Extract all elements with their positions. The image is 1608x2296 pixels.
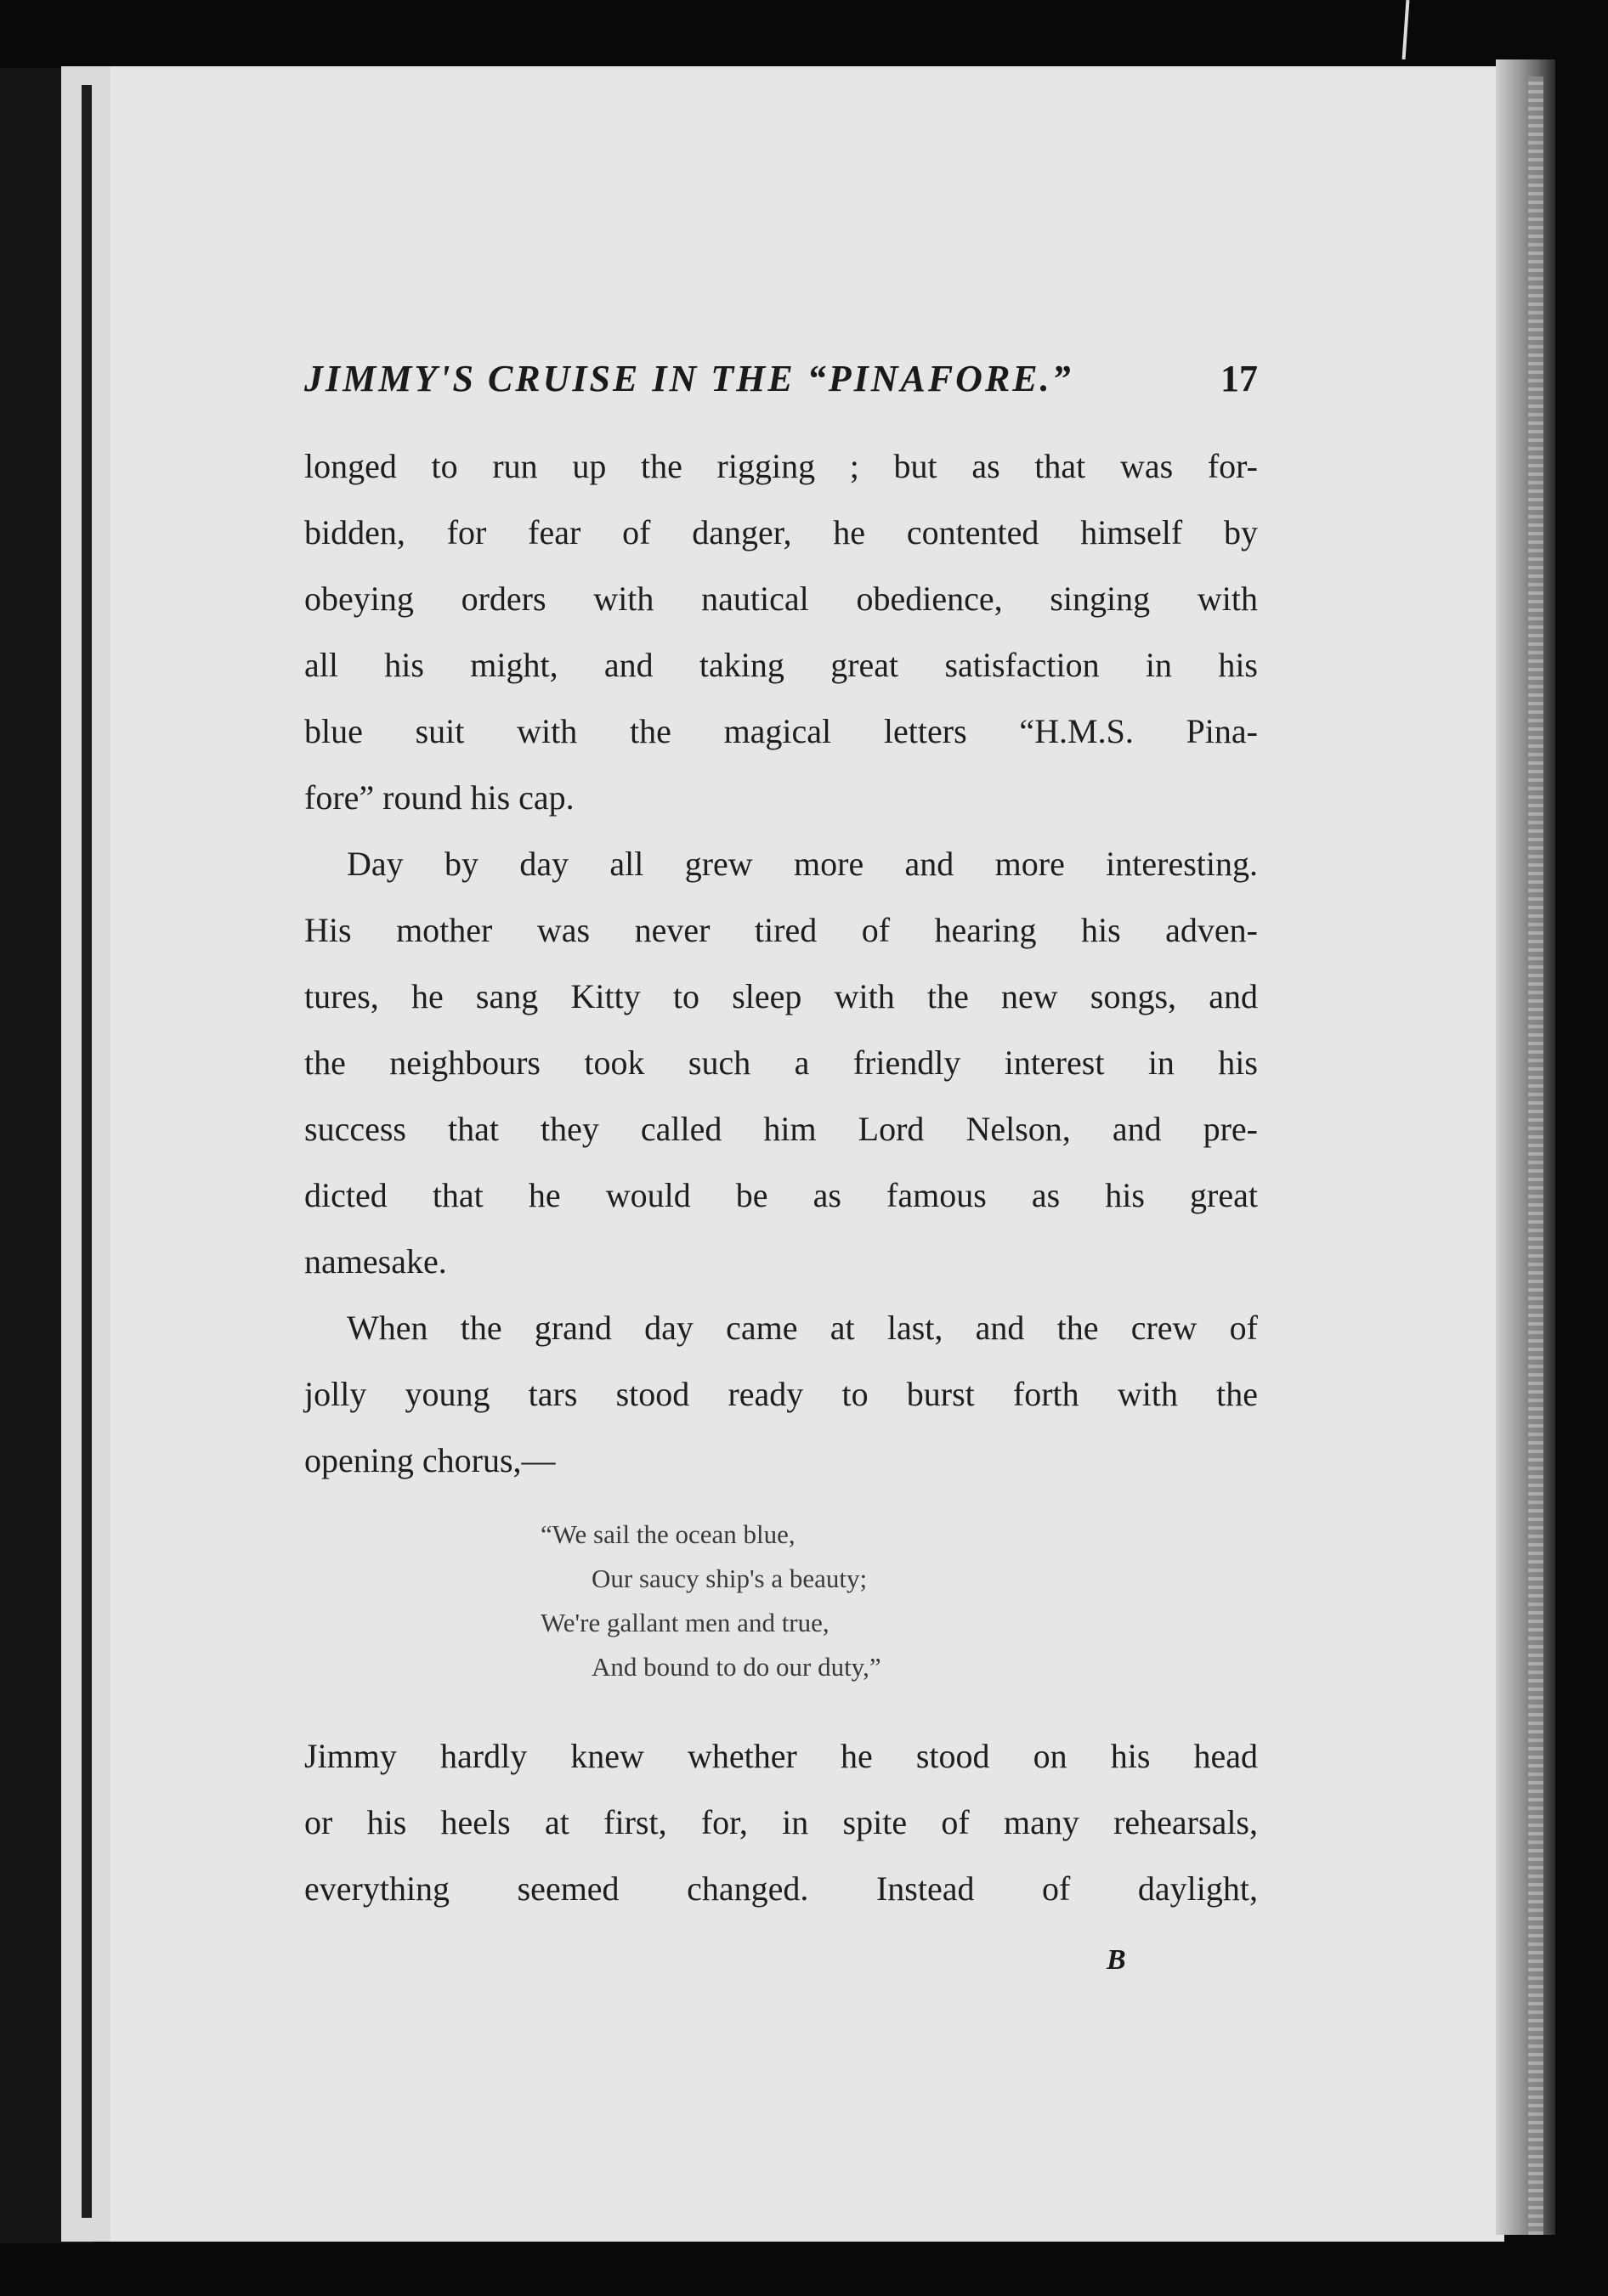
text-line: tures, he sang Kitty to sleep with the new songs, and (304, 977, 1258, 1015)
text-line: the neighbours took such a friendly interest in his (304, 1043, 1258, 1082)
text-line: namesake. (304, 1242, 447, 1281)
verse-line: Our saucy ship's a beauty; (592, 1564, 868, 1593)
right-page-edge (1496, 59, 1555, 2235)
running-head-title: JIMMY'S CRUISE IN THE “PINAFORE.” (304, 358, 1073, 399)
text-line: Day by day all grew more and more interesting. (347, 845, 1258, 883)
text-line: Jimmy hardly knew whether he stood on his head (304, 1737, 1258, 1775)
text-line: dicted that he would be as famous as his great (304, 1176, 1258, 1214)
text-line: obeying orders with nautical obedience, singing with (304, 580, 1258, 618)
text-line: His mother was never tired of hearing his adven- (304, 911, 1258, 949)
text-line: all his might, and taking great satisfaction in his (304, 646, 1258, 684)
text-line: blue suit with the magical letters “H.M.S. Pina- (304, 712, 1258, 750)
body-paragraphs (304, 433, 1258, 1494)
verse-line: We're gallant men and true, (541, 1608, 829, 1637)
closing-paragraph (304, 1723, 1258, 1922)
text-line: success that they called him Lord Nelson, and pre- (304, 1110, 1258, 1148)
text-line: longed to run up the rigging ; but as that was for- (304, 447, 1258, 485)
verse-line: And bound to do our duty,” (592, 1652, 881, 1682)
text-line: jolly young tars stood ready to burst forth with the (304, 1375, 1258, 1413)
text-line: bidden, for fear of danger, he contented himself by (304, 513, 1258, 551)
page-text-block (304, 357, 1258, 1922)
text-line: When the grand day came at last, and the crew of (347, 1309, 1258, 1347)
verse-quotation (304, 1513, 1258, 1689)
page-number: 17 (1220, 358, 1258, 399)
text-line: or his heels at first, for, in spite of many rehearsals, (304, 1803, 1258, 1841)
text-line: fore” round his cap. (304, 778, 575, 817)
page-stack-edges (1528, 76, 1543, 2235)
running-head (304, 357, 1258, 433)
verse-line: “We sail the ocean blue, (541, 1519, 796, 1549)
binding-spine (82, 85, 92, 2218)
signature-mark: B (1107, 1944, 1126, 1976)
text-line: opening chorus,— (304, 1441, 556, 1479)
text-line: everything seemed changed. Instead of daylight, (304, 1869, 1258, 1908)
